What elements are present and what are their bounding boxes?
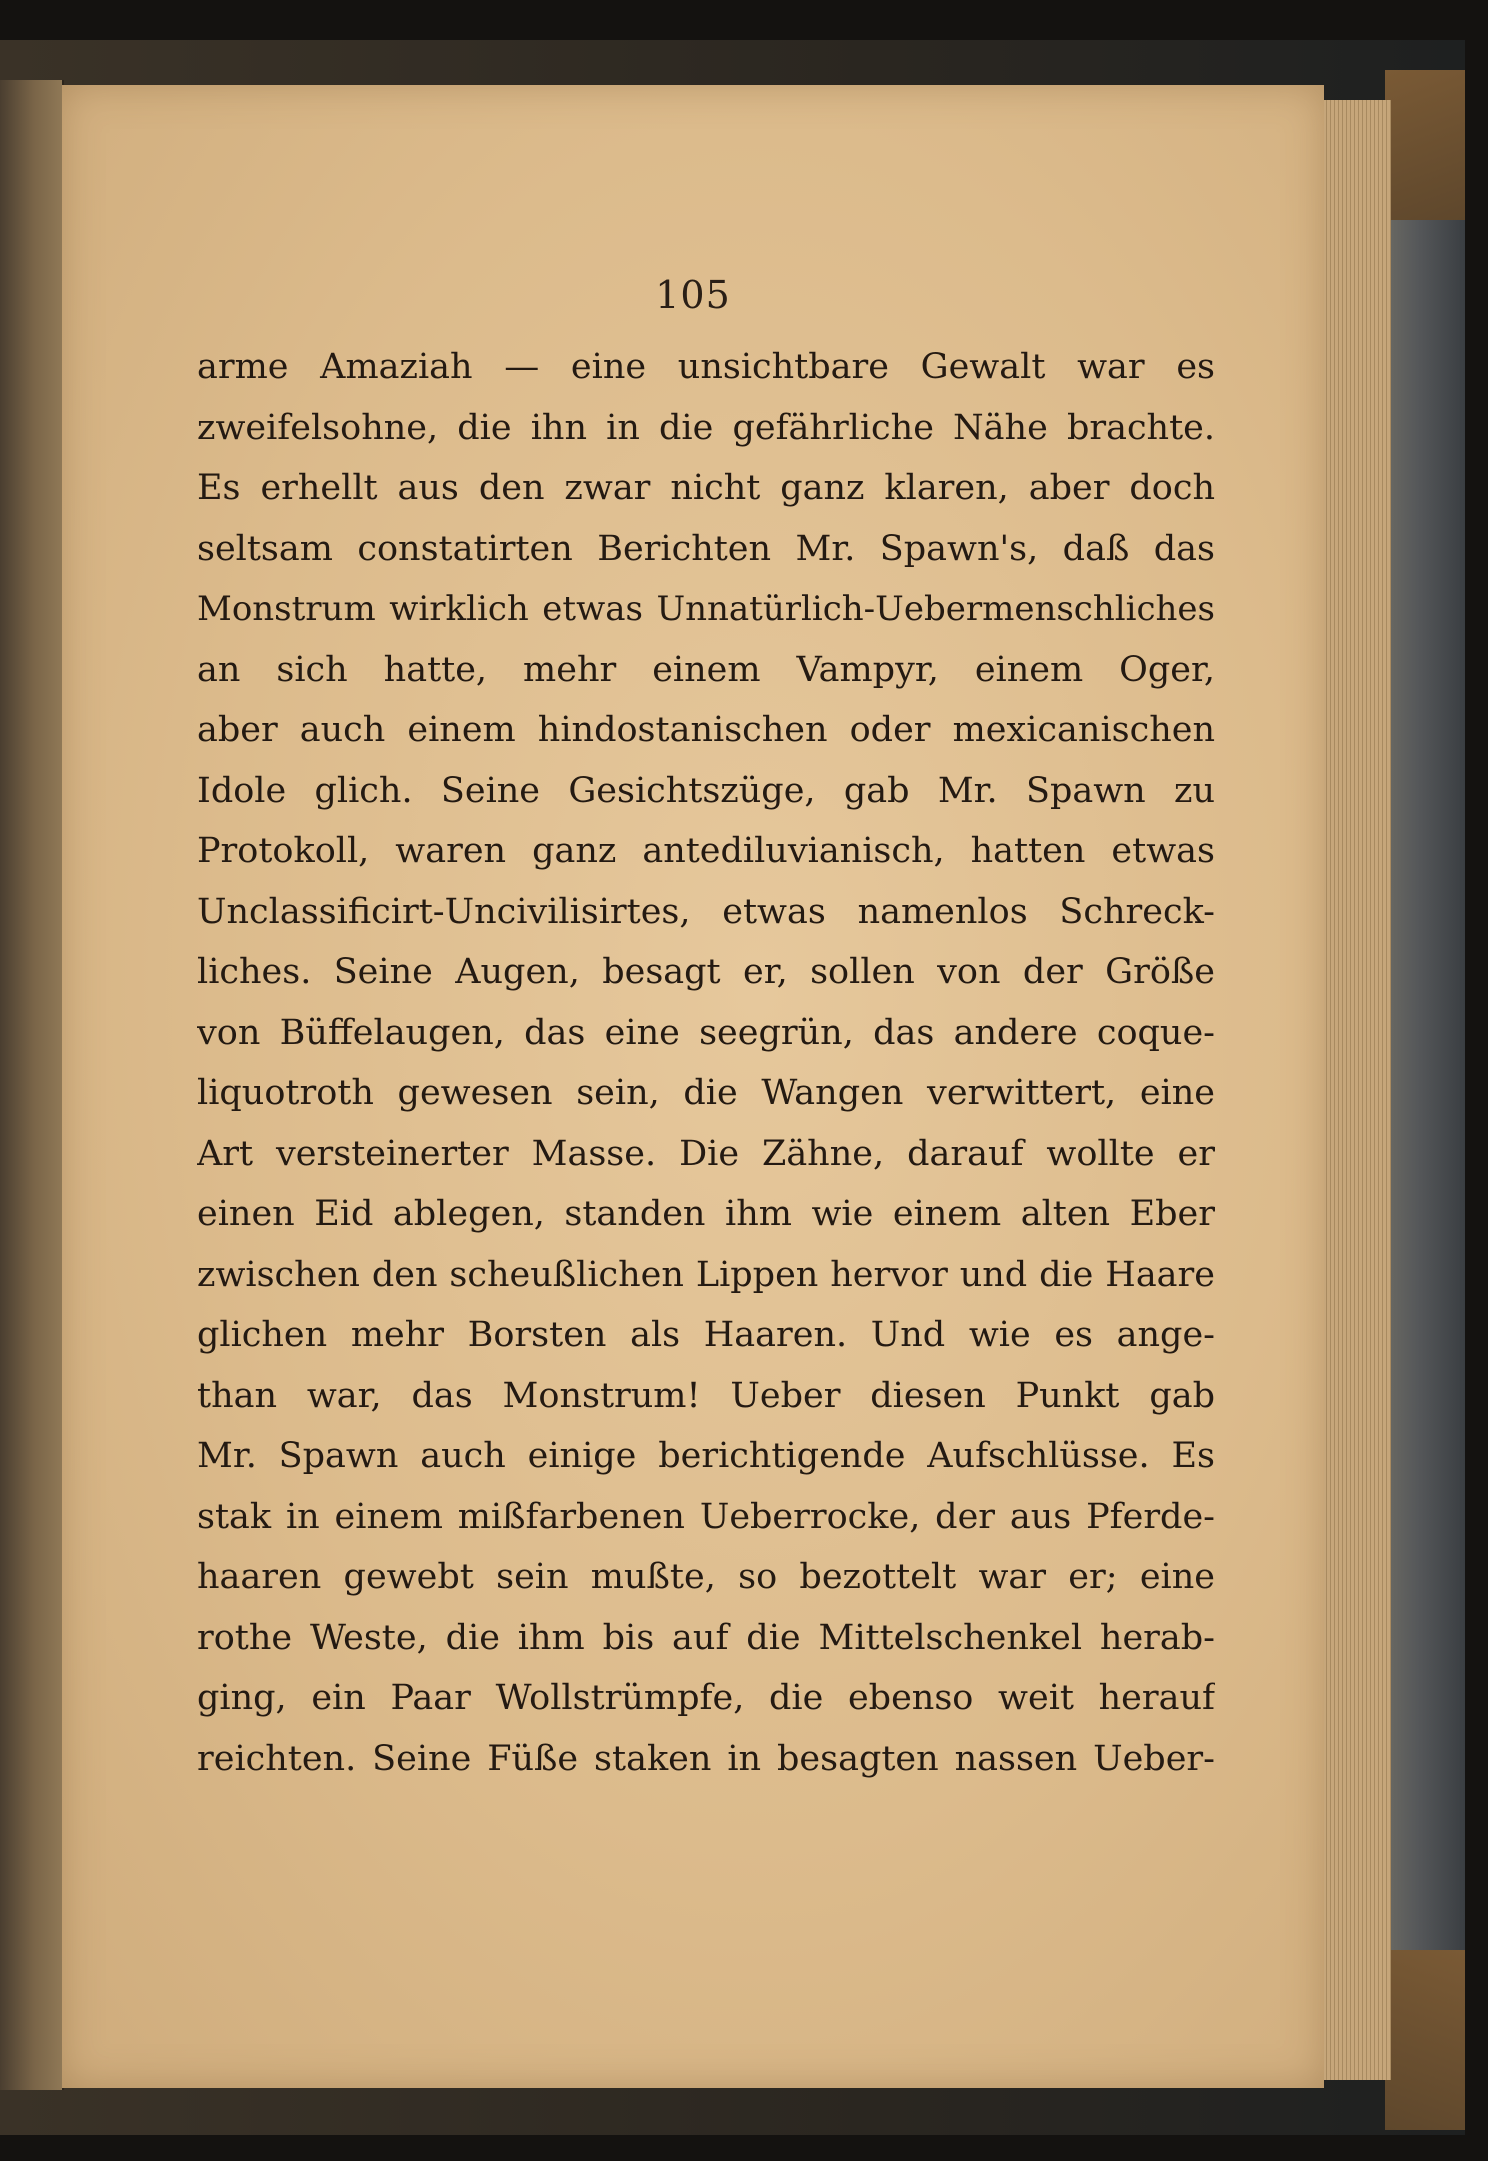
text-line: Es erhellt aus den zwar nicht ganz klaren, aber doch <box>197 468 1215 508</box>
text-line: glichen mehr Borsten als Haaren. Und wie es ange- <box>197 1315 1215 1355</box>
text-line: von Büffelaugen, das eine seegrün, das andere coque- <box>197 1012 1215 1053</box>
leather-corner-bottom <box>1385 1950 1465 2130</box>
right-cover-edge <box>1385 70 1465 2130</box>
text-line: haaren gewebt sein mußte, so bezottelt war er; eine <box>197 1557 1215 1597</box>
text-line: Mr. Spawn auch einige berichtigende Aufschlüsse. Es <box>197 1436 1215 1476</box>
text-line: stak in einem mißfarbenen Ueberrocke, der aus Pferde- <box>197 1496 1215 1537</box>
text-line: rothe Weste, die ihm bis auf die Mittelschenkel herab- <box>197 1617 1215 1658</box>
text-line: Art versteinerter Masse. Die Zähne, darauf wollte er <box>197 1133 1215 1174</box>
leather-corner-top <box>1385 70 1465 220</box>
text-line: reichten. Seine Füße staken in besagten nassen Ueber- <box>197 1738 1215 1779</box>
text-line: Unclassificirt-Uncivilisirtes, etwas namenlos Schreck- <box>197 891 1215 932</box>
previous-page-edge <box>0 80 64 2090</box>
body-text <box>197 337 1215 1789</box>
text-line: aber auch einem hindostanischen oder mexicanischen <box>197 710 1215 750</box>
text-line: liquotroth gewesen sein, die Wangen verwittert, eine <box>197 1073 1215 1113</box>
text-line: ging, ein Paar Wollstrümpfe, die ebenso weit herauf <box>197 1678 1215 1718</box>
text-line: liches. Seine Augen, besagt er, sollen von der Größe <box>197 952 1215 992</box>
text-line: seltsam constatirten Berichten Mr. Spawn's, daß das <box>197 528 1215 569</box>
text-line: than war, das Monstrum! Ueber diesen Punkt gab <box>197 1375 1215 1416</box>
text-line: Idole glich. Seine Gesichtszüge, gab Mr. Spawn zu <box>197 770 1215 811</box>
page-stack-edge <box>1318 100 1391 2080</box>
text-line: Protokoll, waren ganz antediluvianisch, hatten etwas <box>197 831 1215 871</box>
text-line: an sich hatte, mehr einem Vampyr, einem Oger, <box>197 649 1215 690</box>
text-line: zwischen den scheußlichen Lippen hervor und die Haare <box>197 1254 1215 1295</box>
page-number: 105 <box>655 273 731 317</box>
book-page <box>62 85 1324 2088</box>
text-line: einen Eid ablegen, standen ihm wie einem alten Eber <box>197 1194 1215 1234</box>
text-line: arme Amaziah — eine unsichtbare Gewalt war es <box>197 347 1215 387</box>
text-line: zweifelsohne, die ihn in die gefährliche Nähe brachte. <box>197 407 1215 448</box>
text-line: Monstrum wirklich etwas Unnatürlich-Uebermenschliches <box>197 589 1215 629</box>
